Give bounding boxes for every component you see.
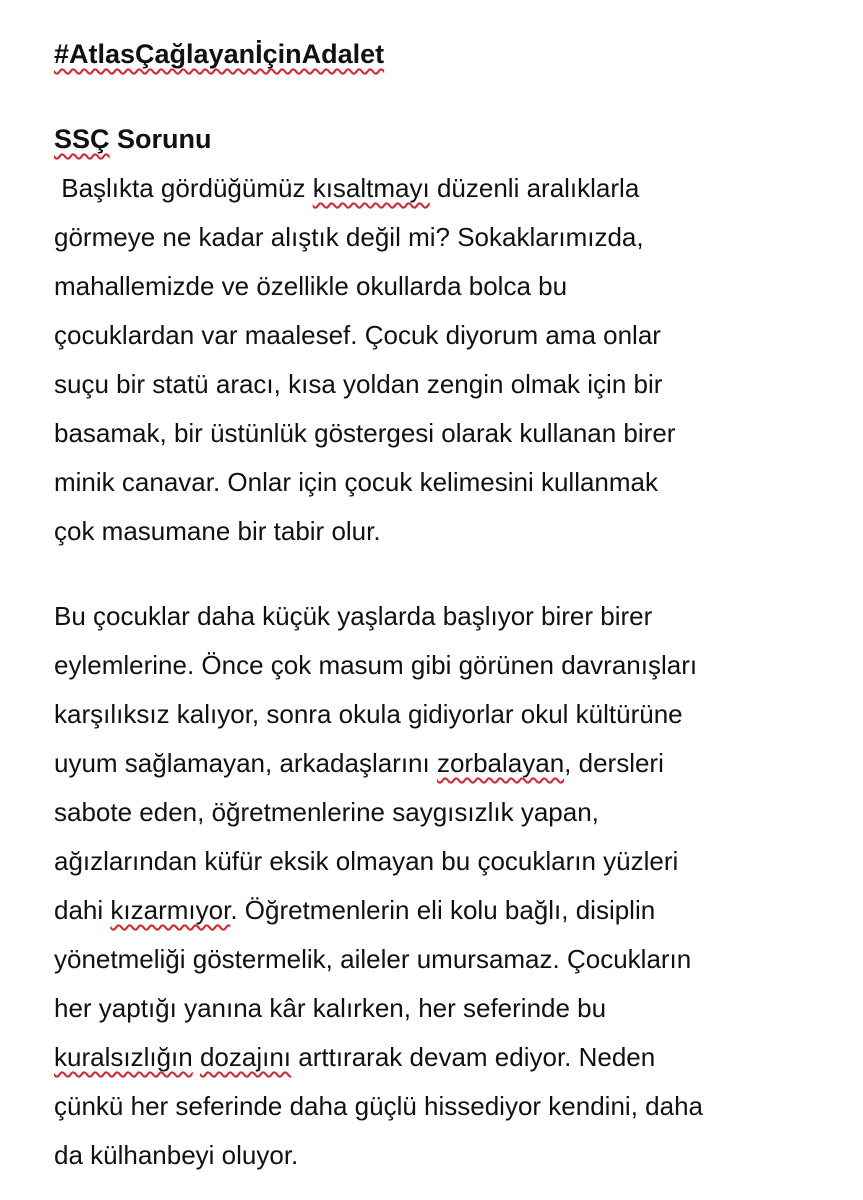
text-line: çocuklardan var maalesef. Çocuk diyorum ama onlar bbox=[54, 320, 661, 350]
text-line: Bu çocuklar daha küçük yaşlarda başlıyor birer birer bbox=[54, 601, 653, 631]
text-line: sabote eden, öğretmenlerine saygısızlık yapan, bbox=[54, 797, 599, 827]
heading-text: Sorunu bbox=[109, 124, 212, 154]
spellcheck-flagged-word[interactable]: kısaltmayı bbox=[312, 173, 430, 203]
text-line: da külhanbeyi oluyor. bbox=[54, 1140, 299, 1170]
text-line: ağızlarından küfür eksik olmayan bu çocukların yüzleri bbox=[54, 846, 679, 876]
spellcheck-flagged-word[interactable]: #AtlasÇağlayanİçinAdalet bbox=[54, 39, 385, 69]
text-span: uyum sağlamayan, arkadaşlarını bbox=[54, 748, 437, 778]
text-span: Başlıkta gördüğümüz bbox=[54, 173, 313, 203]
paragraph-2 bbox=[54, 592, 844, 1180]
section-heading bbox=[54, 119, 212, 159]
text-line: çok masumane bir tabir olur. bbox=[54, 516, 381, 546]
spellcheck-flagged-word[interactable]: zorbalayan bbox=[436, 748, 565, 778]
text-line: minik canavar. Onlar için çocuk kelimesini kullanmak bbox=[54, 467, 659, 497]
spellcheck-flagged-word[interactable]: kuralsızlığın bbox=[54, 1042, 193, 1072]
text-span: . Öğretmenlerin eli kolu bağlı, disiplin bbox=[230, 895, 656, 925]
text-line: eylemlerine. Önce çok masum gibi görünen davranışları bbox=[54, 650, 698, 680]
hashtag-title bbox=[54, 34, 384, 74]
paragraph-1 bbox=[54, 164, 844, 556]
text-line: karşılıksız kalıyor, sonra okula gidiyorlar okul kültürüne bbox=[54, 699, 683, 729]
text-span: dahi bbox=[54, 895, 111, 925]
text-line bbox=[54, 1033, 844, 1082]
spellcheck-flagged-word[interactable]: dozajını bbox=[199, 1042, 292, 1072]
spellcheck-flagged-word[interactable]: kızarmıyor bbox=[110, 895, 231, 925]
text-line: suçu bir statü aracı, kısa yoldan zengin olmak için bir bbox=[54, 369, 663, 399]
text-span: arttırarak devam ediyor. Neden bbox=[291, 1042, 656, 1072]
text-line bbox=[54, 739, 844, 788]
text-line: yönetmeliği göstermelik, aileler umursamaz. Çocukların bbox=[54, 944, 692, 974]
text-line: çünkü her seferinde daha güçlü hissediyor kendini, daha bbox=[54, 1091, 703, 1121]
text-line: görmeye ne kadar alıştık değil mi? Sokaklarımızda, bbox=[54, 222, 644, 252]
text-span: düzenli aralıklarla bbox=[429, 173, 640, 203]
text-line bbox=[54, 164, 844, 213]
text-line: basamak, bir üstünlük göstergesi olarak kullanan birer bbox=[54, 418, 676, 448]
text-line: mahallemizde ve özellikle okullarda bolca bu bbox=[54, 271, 568, 301]
text-line bbox=[54, 886, 844, 935]
text-span bbox=[193, 1042, 200, 1072]
text-span: , dersleri bbox=[564, 748, 664, 778]
spellcheck-flagged-word[interactable]: SSÇ bbox=[54, 124, 110, 154]
text-line: her yaptığı yanına kâr kalırken, her seferinde bu bbox=[54, 993, 607, 1023]
